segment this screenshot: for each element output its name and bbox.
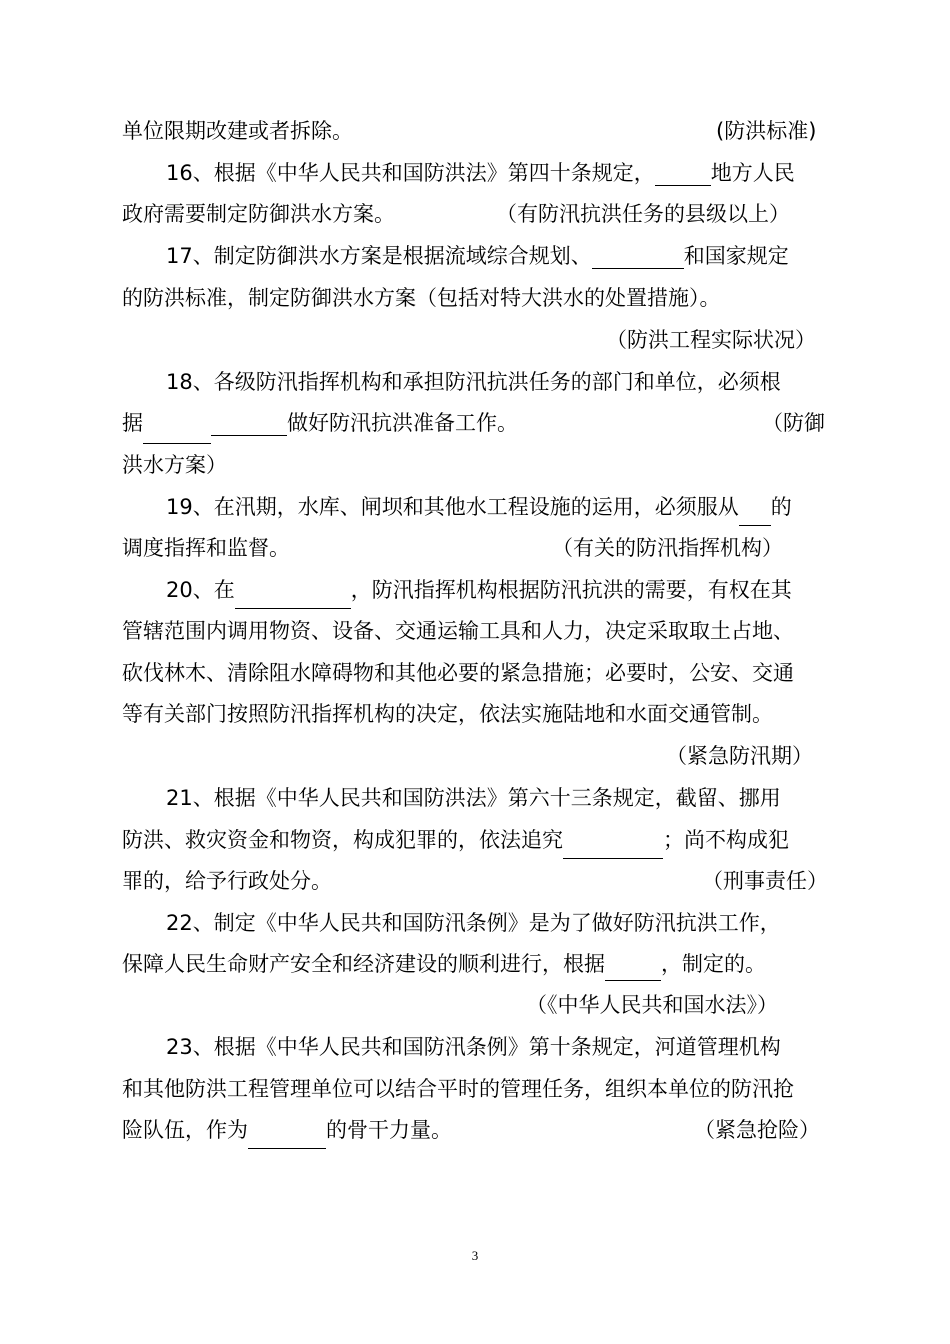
answer-blank bbox=[739, 503, 771, 526]
question-17 bbox=[166, 241, 789, 271]
answer-blank bbox=[605, 958, 661, 981]
line-text: 22、制定《中华人民共和国防汛条例》是为了做好防汛抗洪工作， bbox=[166, 911, 781, 935]
answer-16: （有防汛抗洪任务的县级以上） bbox=[496, 202, 790, 226]
line-text: 砍伐林木、清除阻水障碍物和其他必要的紧急措施；必要时，公安、交通 bbox=[122, 661, 794, 685]
text-line bbox=[122, 825, 789, 859]
text-line bbox=[122, 616, 794, 646]
answer-17: （防洪工程实际状况） bbox=[606, 328, 816, 352]
line-text: 和国家规定 bbox=[683, 244, 789, 268]
text-line bbox=[122, 949, 766, 981]
line-text: 政府需要制定防御洪水方案。 bbox=[122, 202, 395, 226]
line-text: 19、在汛期，水库、闸坝和其他水工程设施的运用，必须服从 bbox=[166, 495, 739, 519]
line-text: 做好防汛抗洪准备工作。 bbox=[287, 411, 518, 435]
line-text: 17、制定防御洪水方案是根据流域综合规划、 bbox=[166, 244, 592, 268]
line-text: 的 bbox=[770, 495, 792, 519]
question-23 bbox=[166, 1032, 781, 1062]
line-text: 罪的，给予行政处分。 bbox=[122, 869, 332, 893]
answer-21: （刑事责任） bbox=[702, 869, 828, 893]
line-text: ；尚不构成犯 bbox=[663, 828, 789, 852]
page-number: 3 bbox=[471, 1248, 479, 1263]
answer-18: （防御 bbox=[762, 411, 825, 435]
line-text: 据 bbox=[122, 411, 143, 435]
line-text: 险队伍，作为 bbox=[122, 1118, 248, 1142]
question-18 bbox=[166, 367, 781, 397]
answer-blank bbox=[248, 1126, 326, 1149]
line-text: 单位限期改建或者拆除。 bbox=[122, 119, 353, 143]
text-line bbox=[122, 283, 721, 313]
line-text: 洪水方案） bbox=[122, 453, 227, 477]
answer-19: （有关的防汛指挥机构） bbox=[552, 536, 783, 560]
line-text: 防洪、救灾资金和物资，构成犯罪的，依法追究 bbox=[122, 828, 563, 852]
answer-23: （紧急抢险） bbox=[694, 1118, 820, 1142]
line-text: 调度指挥和监督。 bbox=[122, 536, 290, 560]
question-21 bbox=[166, 783, 781, 813]
question-19 bbox=[166, 492, 792, 526]
line-text: 20、在 bbox=[166, 578, 235, 602]
question-22 bbox=[166, 908, 781, 938]
text-line bbox=[122, 866, 332, 896]
text-line bbox=[122, 533, 290, 563]
line-text: 18、各级防汛指挥机构和承担防汛抗洪任务的部门和单位，必须根 bbox=[166, 370, 781, 394]
text-line bbox=[122, 699, 773, 729]
answer-blank bbox=[592, 246, 684, 269]
answer-blank bbox=[235, 586, 351, 609]
answer-blank bbox=[655, 163, 711, 186]
line-text: 的骨干力量。 bbox=[326, 1118, 452, 1142]
line-text: 的防洪标准，制定防御洪水方案（包括对特大洪水的处置措施）。 bbox=[122, 286, 721, 310]
line-text: 保障人民生命财产安全和经济建设的顺利进行，根据 bbox=[122, 952, 605, 976]
question-20 bbox=[166, 575, 792, 609]
line-text: 和其他防洪工程管理单位可以结合平时的管理任务，组织本单位的防汛抢 bbox=[122, 1077, 794, 1101]
answer-blank bbox=[211, 413, 287, 436]
text-line bbox=[122, 116, 353, 146]
text-line bbox=[122, 1074, 794, 1104]
line-text: 管辖范围内调用物资、设备、交通运输工具和人力，决定采取取土占地、 bbox=[122, 619, 794, 643]
line-text: 等有关部门按照防汛指挥机构的决定，依法实施陆地和水面交通管制。 bbox=[122, 702, 773, 726]
text-line bbox=[122, 450, 227, 480]
line-text: ，防汛指挥机构根据防汛抗洪的需要，有权在其 bbox=[350, 578, 792, 602]
answer-20: （紧急防汛期） bbox=[666, 744, 813, 768]
answer-22: （《中华人民共和国水法》） bbox=[526, 993, 778, 1017]
line-text: 21、根据《中华人民共和国防洪法》第六十三条规定，截留、挪用 bbox=[166, 786, 781, 810]
line-text: ，制定的。 bbox=[661, 952, 766, 976]
answer-blank bbox=[143, 421, 211, 444]
text-line bbox=[122, 1115, 452, 1149]
answer-blank bbox=[563, 836, 663, 859]
question-16 bbox=[166, 158, 795, 188]
line-text: 16、根据《中华人民共和国防洪法》第四十条规定， bbox=[166, 161, 655, 185]
answer-15: (防洪标准) bbox=[716, 119, 817, 143]
text-line bbox=[122, 199, 395, 229]
text-line bbox=[122, 408, 518, 444]
text-line bbox=[122, 658, 794, 688]
line-text: 地方人民 bbox=[710, 161, 795, 185]
line-text: 23、根据《中华人民共和国防汛条例》第十条规定，河道管理机构 bbox=[166, 1035, 781, 1059]
